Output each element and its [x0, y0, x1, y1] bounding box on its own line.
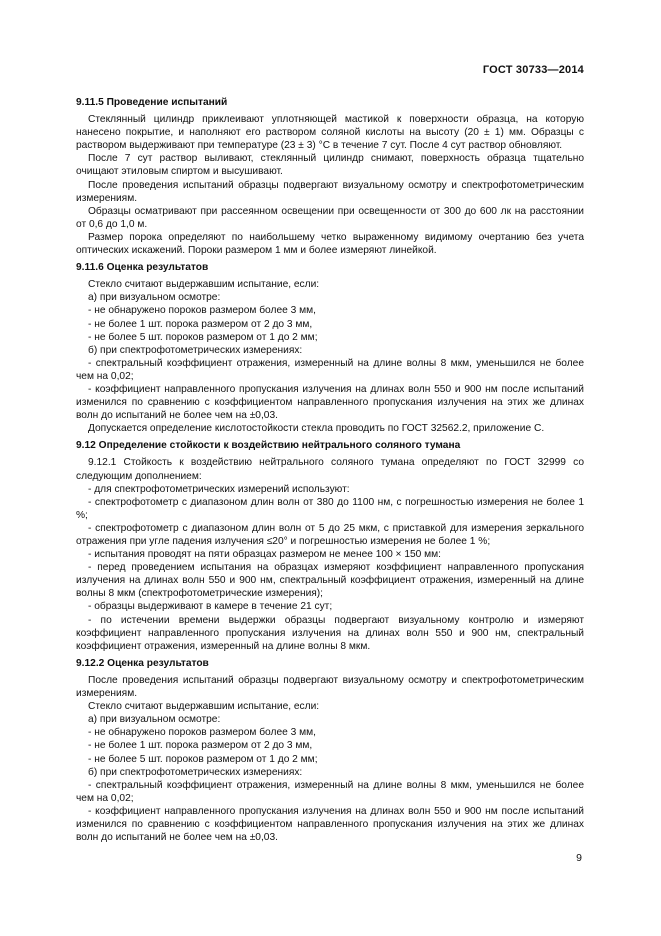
list-item: - не более 5 шт. пороков размером от 1 до 2 мм; — [88, 753, 318, 765]
paragraph: 9.12.1 Стойкость к воздействию нейтрального соляного тумана определяют по ГОСТ 32999 со следующим дополнением: — [76, 457, 584, 482]
list-item: - не обнаружено пороков размером более 3 мм, — [88, 727, 316, 739]
list-item: - для спектрофотометрических измерений используют: — [88, 483, 350, 495]
list-item: - не более 1 шт. порока размером от 2 до 3 мм, — [88, 318, 313, 330]
list-item: - образцы выдерживают в камере в течение 21 сут; — [88, 601, 333, 613]
paragraph: Образцы осматривают при рассеянном освещении при освещенности от 300 до 600 лк на расстоянии от 0,6 до 1,0 м. — [76, 205, 584, 230]
list-item: - не обнаружено пороков размером более 3 мм, — [88, 305, 316, 317]
list-item: а) при визуальном осмотре: — [88, 292, 221, 304]
paragraph: Стекло считают выдержавшим испытание, если: — [88, 701, 320, 713]
list-item: - перед проведением испытания на образцах измеряют коэффициент направленного пропускания излучения на длинах волн 550 и 900 нм, спектральный коэффициент отражения, измеренный на длине волны 8 мкм (спектрофотометрические измерения); — [76, 562, 584, 600]
list-item: - коэффициент направленного пропускания излучения на длинах волн 550 и 900 нм после испытаний изменился по сравнению с коэффициентом направленного пропускания излучения на этих же длинах волн до испытаний не более чем на ±0,03. — [76, 805, 584, 844]
paragraph: Допускается определение кислотостойкости стекла проводить по ГОСТ 32562.2, приложение С. — [88, 423, 545, 435]
paragraph: После 7 сут раствор выливают, стеклянный цилиндр снимают, поверхность образца тщательно очищают этиловым спиртом и высушивают. — [76, 153, 584, 178]
list-item: - спектрофотометр с диапазоном длин волн от 380 до 1100 нм, с погрешностью измерения не более 1 %; — [76, 496, 584, 521]
section-heading-9-12: 9.12 Определение стойкости к воздействию нейтрального соляного тумана — [76, 440, 461, 452]
list-item: - по истечении времени выдержки образцы подвергают визуальному контролю и измеряют коэффициент направленного пропускания излучения на длинах волн 550 и 900 нм, спектральный коэффициент отражения, измеренный на длине волны 8 мкм. — [76, 614, 584, 652]
list-item: - спектрофотометр с диапазоном длин волн от 5 до 25 мкм, с приставкой для измерения зеркального отражения при угле падения излучения ≤20° и погрешностью измерения не более 1 %; — [76, 522, 584, 547]
document-body — [76, 94, 584, 844]
paragraph: После проведения испытаний образцы подвергают визуальному осмотру и спектрофотометрическим измерениям. — [76, 179, 584, 204]
section-heading-9-11-6: 9.11.6 Оценка результатов — [76, 262, 209, 274]
page-header: ГОСТ 30733—2014 — [482, 64, 584, 76]
list-item: а) при визуальном осмотре: — [88, 714, 221, 726]
page-number: 9 — [576, 852, 582, 864]
list-item: - испытания проводят на пяти образцах размером не менее 100 × 150 мм: — [88, 549, 442, 561]
list-item: - не более 1 шт. порока размером от 2 до 3 мм, — [88, 740, 313, 752]
paragraph: Размер порока определяют по наибольшему четко выраженному видимому очертанию без учета оптических искажений. Пороки размером 1 мм и более измеряют линейкой. — [76, 231, 584, 257]
paragraph: Стеклянный цилиндр приклеивают уплотняющей мастикой к поверхности образца, на которую нанесено покрытие, и наполняют его раствором соляной кислоты на высоту (20 ± 1) мм. Образцы с раствором выдерживают при температуре (23 ± 3) °С в течение 7 сут. После 4 сут раствор обновляют. — [76, 114, 584, 152]
paragraph: После проведения испытаний образцы подвергают визуальному осмотру и спектрофотометрическим измерениям. — [76, 674, 584, 700]
list-item: - коэффициент направленного пропускания излучения на длинах волн 550 и 900 нм после испытаний изменился по сравнению с коэффициентом направленного пропускания излучения на этих же длинах волн до испытаний не более чем на ±0,03. — [76, 383, 584, 422]
list-item: - спектральный коэффициент отражения, измеренный на длине волны 8 мкм, уменьшился не более чем на 0,02; — [76, 779, 584, 804]
paragraph: Стекло считают выдержавшим испытание, если: — [88, 279, 320, 291]
section-heading-9-11-5: 9.11.5 Проведение испытаний — [76, 97, 228, 108]
list-item: - не более 5 шт. пороков размером от 1 до 2 мм; — [88, 331, 318, 343]
list-item: - спектральный коэффициент отражения, измеренный на длине волны 8 мкм, уменьшился не более чем на 0,02; — [76, 357, 584, 382]
list-item: б) при спектрофотометрических измерениях: — [88, 344, 303, 356]
section-heading-9-12-2: 9.12.2 Оценка результатов — [76, 657, 209, 669]
list-item: б) при спектрофотометрических измерениях: — [88, 766, 303, 778]
